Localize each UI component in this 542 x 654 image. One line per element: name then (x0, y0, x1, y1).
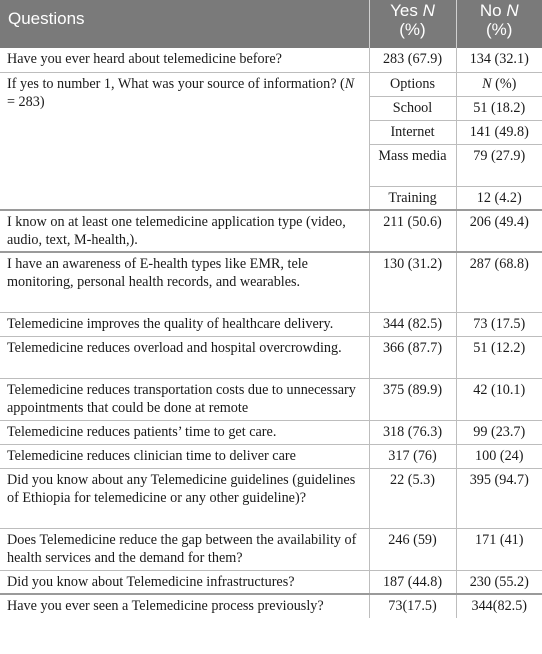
no-cell: 100 (24) (456, 444, 542, 468)
source-value: 12 (4.2) (456, 186, 542, 210)
yes-cell: 246 (59) (369, 528, 456, 570)
source-option: Training (369, 186, 456, 210)
table-header (0, 0, 542, 48)
no-cell: 230 (55.2) (456, 570, 542, 594)
table-row (0, 252, 542, 312)
header-yes (369, 0, 456, 48)
source-option: Internet (369, 120, 456, 144)
options-n: N (482, 75, 492, 92)
table-row (0, 312, 542, 336)
question-cell: Did you know about any Telemedicine guidelines (guidelines of Ethiopia for telemedicine or any other guideline)? (0, 468, 369, 528)
yes-cell: 318 (76.3) (369, 420, 456, 444)
source-value: 141 (49.8) (456, 120, 542, 144)
header-no-n: N (506, 1, 519, 20)
question-cell: Does Telemedicine reduce the gap between the availability of health services and the demand for them? (0, 528, 369, 570)
table-row (0, 210, 542, 252)
options-pct: (%) (491, 75, 517, 92)
no-cell: 99 (23.7) (456, 420, 542, 444)
header-no-prefix: No (479, 1, 507, 20)
yes-cell: 344 (82.5) (369, 312, 456, 336)
table-row (0, 420, 542, 444)
header-yes-prefix: Yes (390, 1, 423, 20)
header-no (456, 0, 542, 48)
table-row (0, 378, 542, 420)
options-pct-header (456, 72, 542, 96)
header-yes-pct: (%) (399, 20, 426, 39)
question-cell: Did you know about Telemedicine infrastructures? (0, 570, 369, 594)
question-cell: Telemedicine reduces clinician time to deliver care (0, 444, 369, 468)
question-cell: Have you ever seen a Telemedicine process previously? (0, 594, 369, 618)
yes-cell: 366 (87.7) (369, 336, 456, 378)
table-row (0, 468, 542, 528)
table-row (0, 570, 542, 594)
header-row (0, 0, 542, 48)
source-option: School (369, 96, 456, 120)
header-no-pct: (%) (486, 20, 513, 39)
question-cell: Telemedicine reduces overload and hospital overcrowding. (0, 336, 369, 378)
question-cell: Telemedicine reduces transportation costs due to unnecessary appointments that could be done at remote (0, 378, 369, 420)
options-header: Options (369, 72, 456, 96)
yes-cell: 22 (5.3) (369, 468, 456, 528)
no-cell: 171 (41) (456, 528, 542, 570)
table-row (0, 48, 542, 72)
question-cell: I know on at least one telemedicine application type (video, audio, text, M-health,). (0, 210, 369, 252)
question-cell: Have you ever heard about telemedicine before? (7, 51, 282, 67)
yes-cell: 211 (50.6) (369, 210, 456, 252)
question-cell-source (0, 72, 369, 210)
source-question-b: = 283) (7, 93, 45, 110)
table-row (0, 444, 542, 468)
no-cell: 73 (17.5) (456, 312, 542, 336)
no-cell: 42 (10.1) (456, 378, 542, 420)
yes-cell: 375 (89.9) (369, 378, 456, 420)
yes-cell: 130 (31.2) (369, 252, 456, 312)
yes-cell: 283 (67.9) (369, 48, 456, 72)
no-cell: 395 (94.7) (456, 468, 542, 528)
source-value: 79 (27.9) (456, 144, 542, 186)
question-cell: I have an awareness of E-health types like EMR, tele monitoring, personal health records, and wearables. (0, 252, 369, 312)
table-row-source (0, 72, 542, 96)
yes-cell: 317 (76) (369, 444, 456, 468)
source-question-a: If yes to number 1, What was your source of information? ( (7, 75, 345, 92)
question-cell: Telemedicine improves the quality of healthcare delivery. (0, 312, 369, 336)
table-row (0, 336, 542, 378)
header-yes-n: N (422, 1, 435, 20)
yes-cell: 73(17.5) (369, 594, 456, 618)
no-cell: 287 (68.8) (456, 252, 542, 312)
table-row (0, 528, 542, 570)
no-cell: 134 (32.1) (456, 48, 542, 72)
table-row (0, 594, 542, 618)
header-questions: Questions (8, 9, 85, 28)
no-cell: 206 (49.4) (456, 210, 542, 252)
no-cell: 51 (12.2) (456, 336, 542, 378)
source-question-n: N (344, 75, 355, 92)
no-cell: 344(82.5) (456, 594, 542, 618)
source-option: Mass media (369, 144, 456, 186)
question-cell: Telemedicine reduces patients’ time to get care. (0, 420, 369, 444)
yes-cell: 187 (44.8) (369, 570, 456, 594)
source-value: 51 (18.2) (456, 96, 542, 120)
